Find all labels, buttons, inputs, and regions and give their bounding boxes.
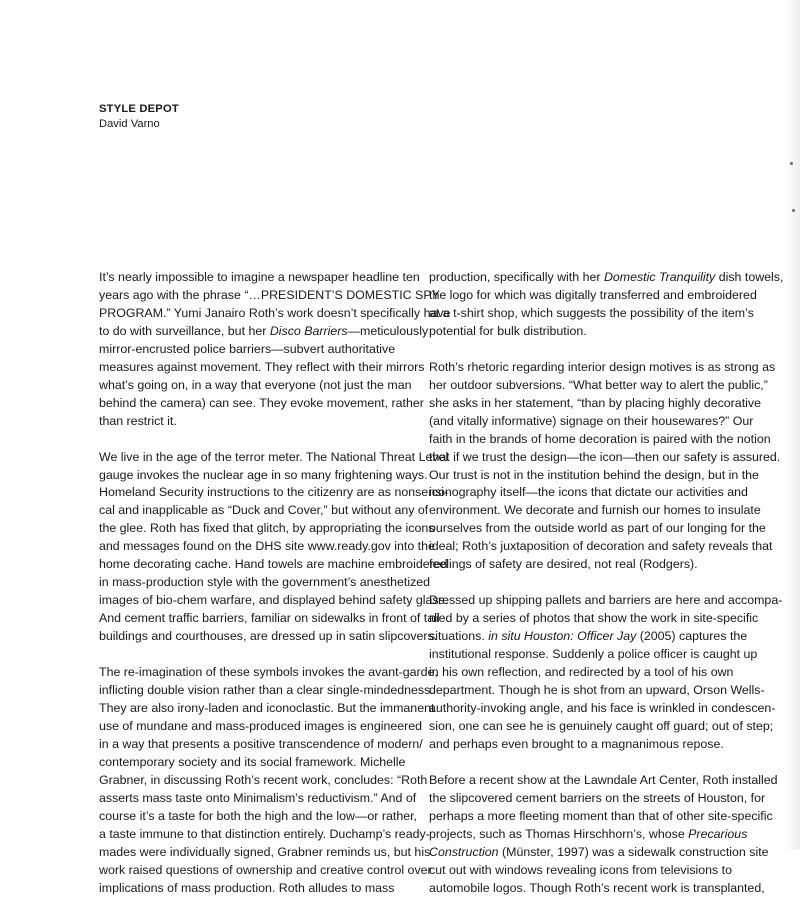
edge-speck <box>792 209 795 212</box>
text-segment: her outdoor subversions. “What better way to alert the public,” <box>429 377 768 392</box>
text-line <box>99 772 439 790</box>
text-segment: (2005) captures the <box>636 629 748 644</box>
text-line <box>99 323 439 341</box>
text-line <box>429 880 779 898</box>
text-segment: ideal; Roth’s juxtaposition of decoration and safety reveals that <box>429 539 773 554</box>
text-line <box>99 718 439 736</box>
text-segment: images of bio-chem warfare, and displayed behind safety glass. <box>99 593 449 608</box>
text-line <box>99 341 439 359</box>
text-line <box>99 610 439 628</box>
text-line <box>99 359 439 377</box>
text-segment: cal and inapplicable as “Duck and Cover,” but without any of <box>99 503 429 518</box>
text-line <box>429 413 779 431</box>
text-line <box>99 862 439 880</box>
text-line <box>99 754 439 772</box>
text-line <box>99 736 439 754</box>
text-segment: environment. We decorate and furnish our homes to insulate <box>429 503 761 518</box>
text-segment: buildings and courthouses, are dressed up in satin slipcovers. <box>99 629 438 644</box>
text-line <box>99 628 439 646</box>
text-line <box>429 287 779 305</box>
italic-title: Domestic Tranquility <box>603 270 716 284</box>
text-segment: than restrict it. <box>99 413 177 428</box>
page-edge-shadow <box>786 0 800 850</box>
paragraph-gap <box>429 574 779 592</box>
text-segment: (Münster, 1997) was a sidewalk construction site <box>498 844 769 859</box>
text-segment: Our trust is not in the institution behind the design, but in the <box>429 467 759 482</box>
text-segment: Grabner, in discussing Roth’s recent work, concludes: “Roth <box>99 772 428 787</box>
text-line <box>429 502 779 520</box>
text-line <box>429 646 779 664</box>
paragraph-gap <box>99 646 439 664</box>
text-segment: Before a recent show at the Lawndale Art Center, Roth installed <box>429 772 778 787</box>
text-segment: iconography itself—the icons that dictate our activities and <box>429 485 748 500</box>
text-line <box>429 844 779 862</box>
paragraph-gap <box>429 754 779 772</box>
left-text-column <box>99 269 451 897</box>
text-line <box>429 592 783 610</box>
text-segment: production, specifically with her <box>429 270 604 284</box>
text-segment: mirror-encrusted police barriers—subvert authoritative <box>99 341 396 356</box>
text-segment: cut out with windows revealing icons from televisions to <box>429 862 733 877</box>
text-line <box>99 700 439 718</box>
text-line <box>99 664 439 682</box>
text-segment: in mass-production style with the government’s anesthetized <box>99 575 431 590</box>
text-segment: behind the camera) can see. They evoke movement, rather <box>99 395 424 410</box>
text-segment: asserts mass taste onto Minimalism’s reductivism.” And of <box>99 790 417 805</box>
text-segment: sion, one can see he is genuinely caught off guard; out of step; <box>429 718 774 733</box>
text-segment: projects, such as Thomas Hirschhorn’s, whose <box>429 826 689 841</box>
text-segment: use of mundane and mass-produced images is engineered <box>99 718 423 733</box>
text-line <box>429 520 779 538</box>
text-line <box>99 449 449 467</box>
text-segment: feelings of safety are desired, not real (Rodgers). <box>429 557 698 572</box>
text-line <box>99 305 451 323</box>
text-segment: institutional response. Suddenly a police officer is caught up <box>429 647 758 662</box>
text-segment: —meticulously <box>347 323 429 338</box>
text-line <box>99 502 439 520</box>
text-segment: mades were individually signed, Grabner reminds us, but his <box>99 844 431 859</box>
text-segment: authority-invoking angle, and his face is wrinkled in condescen- <box>429 700 776 715</box>
text-segment: the glee. Roth has fixed that glitch, by appropriating the icons <box>99 521 435 536</box>
text-line <box>99 844 439 862</box>
text-line <box>429 664 779 682</box>
text-line <box>99 682 439 700</box>
text-segment: It’s nearly impossible to imagine a newspaper headline ten <box>99 270 420 284</box>
italic-title: in situ Houston: Officer Jay <box>488 629 637 644</box>
text-segment: gauge invokes the nuclear age in so many frightening ways. <box>99 467 428 482</box>
text-line <box>429 323 779 341</box>
text-line <box>429 538 779 556</box>
text-line <box>429 736 779 754</box>
text-line <box>429 269 784 287</box>
text-segment: faith in the brands of home decoration is paired with the notion <box>429 431 771 446</box>
text-line <box>99 826 439 844</box>
text-segment: the slipcovered cement barriers on the streets of Houston, for <box>429 790 766 805</box>
text-line <box>429 826 779 844</box>
text-segment: department. Though he is shot from an upward, Orson Wells- <box>429 683 765 698</box>
text-segment: Roth’s rhetoric regarding interior design motives is as strong as <box>429 359 776 374</box>
text-line <box>99 592 449 610</box>
text-line <box>429 862 779 880</box>
text-line <box>99 413 439 431</box>
text-line <box>429 610 779 628</box>
text-line <box>429 467 779 485</box>
text-segment: in a way that presents a positive transcendence of modern/ <box>99 736 423 751</box>
text-segment: years ago with the phrase “…PRESIDENT’S DOMESTIC SPY <box>99 287 440 302</box>
italic-title: Construction <box>429 844 499 859</box>
text-segment: and messages found on the DHS site www.ready.gov into the <box>99 539 435 554</box>
text-line <box>429 628 779 646</box>
text-segment: in his own reflection, and redirected by a tool of his own <box>429 665 734 680</box>
text-segment: implications of mass production. Roth alludes to mass <box>99 880 395 895</box>
text-segment: a taste immune to that distinction entirely. Duchamp’s ready- <box>99 826 430 841</box>
text-line <box>99 377 439 395</box>
text-line <box>429 808 779 826</box>
text-line <box>429 359 779 377</box>
text-segment: automobile logos. Though Roth’s recent work is transplanted, <box>429 880 765 895</box>
text-line <box>429 449 779 467</box>
text-segment: nied by a series of photos that show the work in site-specific <box>429 611 759 626</box>
text-line <box>429 718 779 736</box>
text-segment: she asks in her statement, “than by placing highly decorative <box>429 395 761 410</box>
article-author: David Varno <box>99 118 160 130</box>
text-segment: what’s going on, in a way that everyone (not just the man <box>99 377 412 392</box>
text-segment: And cement traffic barriers, familiar on sidewalks in front of tall <box>99 611 440 626</box>
text-line <box>429 772 779 790</box>
text-segment: that if we trust the design—the icon—then our safety is assured. <box>429 449 781 464</box>
text-segment: measures against movement. They reflect with their mirrors <box>99 359 425 374</box>
text-line <box>99 287 439 305</box>
article-header <box>99 102 179 132</box>
text-segment: and perhaps even brought to a magnanimous repose. <box>429 736 724 751</box>
text-line <box>429 305 779 323</box>
text-segment: home decorating cache. Hand towels are machine embroidered <box>99 557 448 572</box>
text-line <box>429 395 779 413</box>
text-segment: perhaps a more fleeting moment than that of other site-specific <box>429 808 773 823</box>
text-line <box>99 484 449 502</box>
text-line <box>429 556 779 574</box>
text-line <box>99 520 439 538</box>
text-segment: (and vitally informative) signage on their housewares?” Our <box>429 413 754 428</box>
text-segment: course it’s a taste for both the high and the low—or rather, <box>99 808 417 823</box>
text-segment: They are also irony-laden and iconoclastic. But the immanent <box>99 700 435 715</box>
text-segment: inflicting double vision rather than a clear single-mindedness. <box>99 683 434 698</box>
text-segment: the logo for which was digitally transferred and embroidered <box>429 287 757 302</box>
text-segment: dish towels, <box>715 270 784 284</box>
italic-title: Precarious <box>688 826 748 841</box>
text-segment: potential for bulk distribution. <box>429 323 587 338</box>
text-line <box>99 808 439 826</box>
text-line <box>99 556 448 574</box>
text-line <box>429 700 779 718</box>
text-line <box>99 467 439 485</box>
text-line <box>429 790 779 808</box>
text-segment: situations. <box>429 629 489 644</box>
right-text-column <box>429 269 784 898</box>
edge-speck <box>790 162 793 165</box>
italic-title: Disco Barriers <box>269 323 348 338</box>
text-segment: PROGRAM.” Yumi Janairo Roth’s work doesn’t specifically have <box>99 305 451 320</box>
text-line <box>99 395 439 413</box>
text-segment: The re-imagination of these symbols invokes the avant-garde, <box>99 665 438 680</box>
text-segment: work raised questions of ownership and creative control over <box>99 862 432 877</box>
text-segment: contemporary society and its social framework. Michelle <box>99 754 406 769</box>
text-line <box>99 538 439 556</box>
paragraph-gap <box>429 341 779 359</box>
text-line <box>429 431 779 449</box>
text-line <box>429 484 779 502</box>
text-segment: We live in the age of the terror meter. The National Threat Level <box>99 449 449 464</box>
text-segment: Dressed up shipping pallets and barriers are here and accompa- <box>429 593 783 608</box>
text-line <box>429 377 779 395</box>
article-title: STYLE DEPOT <box>99 103 179 115</box>
text-segment: ourselves from the outside world as part of our longing for the <box>429 521 766 536</box>
text-line <box>99 880 439 898</box>
paragraph-gap <box>99 431 439 449</box>
text-segment: at a t-shirt shop, which suggests the possibility of the item’s <box>429 305 754 320</box>
text-line <box>99 790 439 808</box>
text-line <box>429 682 779 700</box>
text-line <box>99 269 439 287</box>
text-line <box>99 574 439 592</box>
text-segment: to do with surveillance, but her <box>99 323 270 338</box>
text-segment: Homeland Security instructions to the citizenry are as nonsensi- <box>99 485 449 500</box>
